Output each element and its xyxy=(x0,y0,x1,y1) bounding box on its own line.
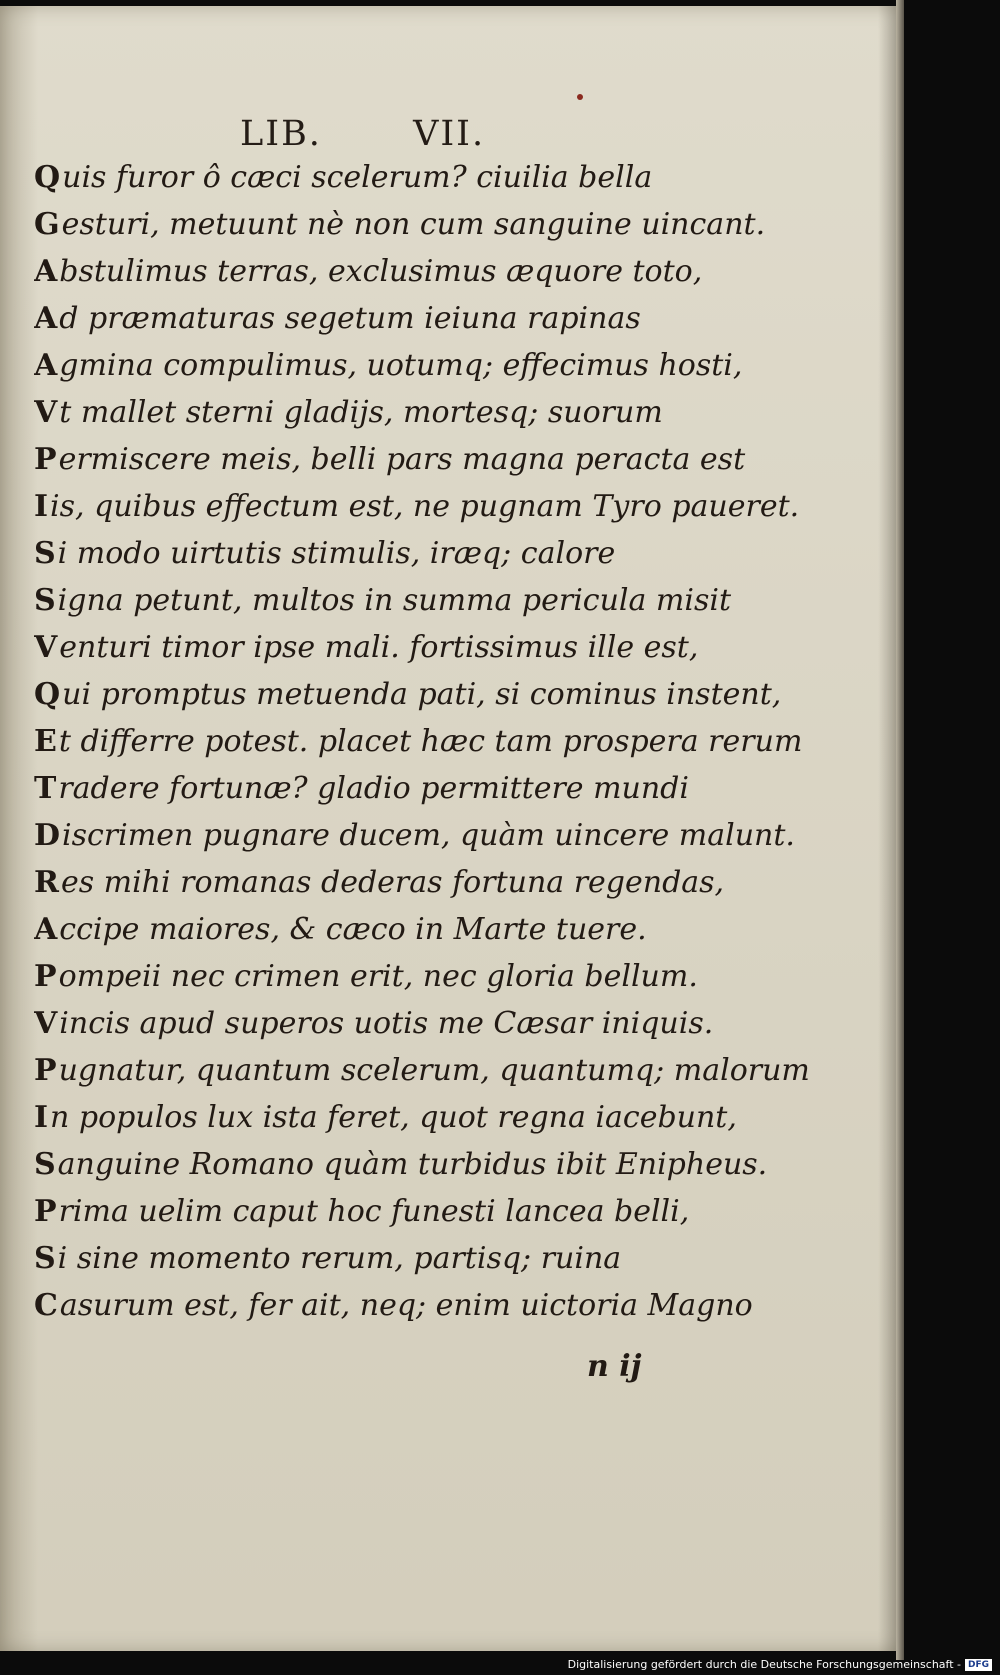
verse-line xyxy=(34,248,874,295)
verse-line xyxy=(34,295,874,342)
verse-initial: C xyxy=(34,1288,58,1323)
header-book-label: LIB. xyxy=(240,114,322,154)
verse-initial: T xyxy=(34,771,57,806)
verse-text: ccipe maiores, & cæco in Marte tuere. xyxy=(59,912,647,947)
verse-initial: P xyxy=(34,959,57,994)
verse-line xyxy=(34,1141,874,1188)
verse-line xyxy=(34,765,874,812)
verse-initial: P xyxy=(34,1194,57,1229)
verse-text: radere fortunæ? gladio permittere mundi xyxy=(58,771,689,806)
verse-line xyxy=(34,1047,874,1094)
page-edge xyxy=(896,0,904,1660)
ink-spot xyxy=(577,94,583,100)
verse-line xyxy=(34,1000,874,1047)
verse-text: igna petunt, multos in summa pericula misit xyxy=(57,583,732,618)
verse-initial: Q xyxy=(34,677,61,712)
verse-line xyxy=(34,1094,874,1141)
verse-text: enturi timor ipse mali. fortissimus ille est, xyxy=(59,630,699,665)
verse-initial: S xyxy=(34,583,56,618)
verse-initial: A xyxy=(34,254,58,289)
verse-text: i sine momento rerum, partisq; ruina xyxy=(57,1241,622,1276)
digitization-credit xyxy=(568,1658,992,1671)
verse-text: asurum est, fer ait, neq; enim uictoria Magno xyxy=(59,1288,753,1323)
signature-mark: n ij xyxy=(587,1349,642,1384)
verse-text: t mallet sterni gladijs, mortesq; suorum xyxy=(59,395,663,430)
verse-text: gmina compulimus, uotumq; effecimus hosti, xyxy=(59,348,743,383)
verse-line xyxy=(34,577,874,624)
verse-text: incis apud superos uotis me Cæsar iniquis. xyxy=(59,1006,714,1041)
verse-initial: S xyxy=(34,1147,56,1182)
verse-line xyxy=(34,906,874,953)
verse-line xyxy=(34,812,874,859)
verse-line xyxy=(34,436,874,483)
verse-text: uis furor ô cæci scelerum? ciuilia bella xyxy=(62,160,653,195)
verse-initial: E xyxy=(34,724,57,759)
verse-text: ompeii nec crimen erit, nec gloria bellum. xyxy=(58,959,698,994)
verse-initial: S xyxy=(34,536,56,571)
verse-initial: D xyxy=(34,818,61,853)
verse-text: n populos lux ista feret, quot regna iacebunt, xyxy=(50,1100,737,1135)
verse-line xyxy=(34,859,874,906)
verse-text: is, quibus effectum est, ne pugnam Tyro paueret. xyxy=(50,489,800,524)
dfg-logo: DFG xyxy=(965,1659,992,1671)
verse-initial: Q xyxy=(34,160,61,195)
verse-text: rima uelim caput hoc funesti lancea belli, xyxy=(58,1194,690,1229)
verse-text: i modo uirtutis stimulis, iræq; calore xyxy=(57,536,616,571)
verse-text: esturi, metuunt nè non cum sanguine uincant. xyxy=(61,207,766,242)
verse-initial: P xyxy=(34,442,57,477)
verse-text: d præmaturas segetum ieiuna rapinas xyxy=(59,301,641,336)
verse-line xyxy=(34,389,874,436)
verse-line xyxy=(34,718,874,765)
verse-initial: V xyxy=(34,395,58,430)
verse-initial: S xyxy=(34,1241,56,1276)
verse-initial: A xyxy=(34,301,58,336)
verse-line xyxy=(34,953,874,1000)
verse-initial: P xyxy=(34,1053,57,1088)
credit-text: Digitalisierung gefördert durch die Deutsche Forschungsgemeinschaft - xyxy=(567,1658,961,1671)
verse-initial: A xyxy=(34,348,58,383)
verse-block xyxy=(34,154,874,1329)
verse-text: iscrimen pugnare ducem, quàm uincere malunt. xyxy=(62,818,795,853)
verse-text: t differre potest. placet hæc tam prospera rerum xyxy=(58,724,803,759)
verse-text: ui promptus metuenda pati, si cominus instent, xyxy=(62,677,782,712)
verse-text: es mihi romanas dederas fortuna regendas, xyxy=(60,865,725,900)
header-book-number: VII. xyxy=(413,114,486,154)
verse-initial: V xyxy=(34,1006,58,1041)
verse-line xyxy=(34,530,874,577)
verse-line xyxy=(34,1282,874,1329)
verse-line xyxy=(34,671,874,718)
verse-line xyxy=(34,483,874,530)
book-page xyxy=(0,6,900,1651)
verse-text: anguine Romano quàm turbidus ibit Enipheus. xyxy=(57,1147,768,1182)
verse-text: ermiscere meis, belli pars magna peracta est xyxy=(58,442,746,477)
verse-text: bstulimus terras, exclusimus æquore toto, xyxy=(59,254,703,289)
verse-text: ugnatur, quantum scelerum, quantumq; malorum xyxy=(58,1053,810,1088)
verse-line xyxy=(34,154,874,201)
verse-initial: A xyxy=(34,912,58,947)
verse-line xyxy=(34,1188,874,1235)
verse-line xyxy=(34,342,874,389)
verse-initial: V xyxy=(34,630,58,665)
verse-line xyxy=(34,624,874,671)
verse-initial: R xyxy=(34,865,59,900)
verse-line xyxy=(34,201,874,248)
verse-initial: I xyxy=(34,489,49,524)
verse-line xyxy=(34,1235,874,1282)
verse-initial: I xyxy=(34,1100,49,1135)
verse-initial: G xyxy=(34,207,60,242)
running-header xyxy=(240,114,485,154)
